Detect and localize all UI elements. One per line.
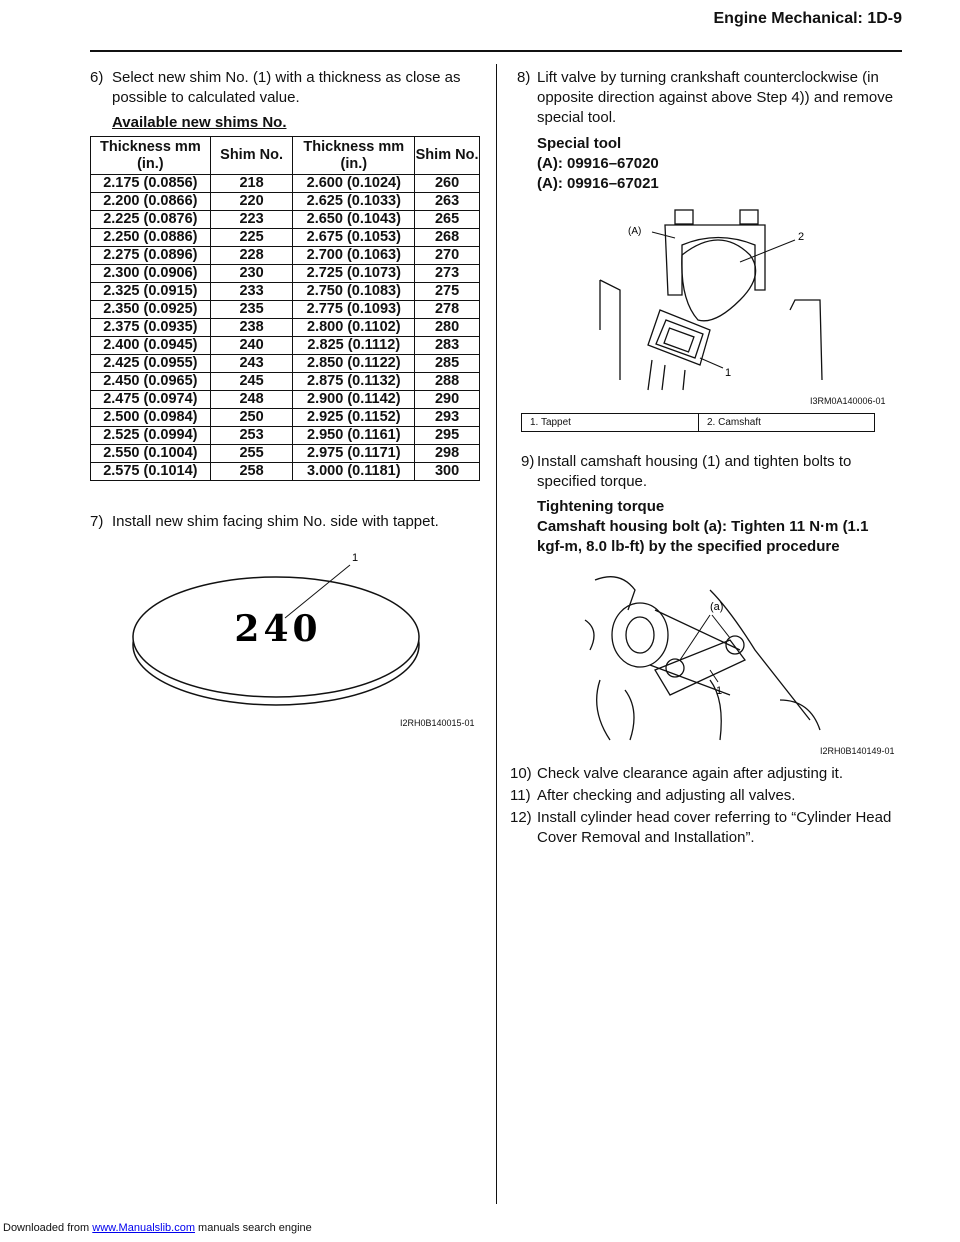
legend-item: 1. Tappet — [522, 414, 699, 432]
column-divider — [496, 64, 497, 1204]
table-header-row — [91, 137, 480, 175]
table-row — [91, 301, 480, 319]
table-row — [91, 427, 480, 445]
table-row — [91, 409, 480, 427]
callout-line-2 — [740, 240, 795, 262]
table-cell: 260 — [415, 175, 480, 193]
table-cell: 268 — [415, 229, 480, 247]
table-cell: 218 — [210, 175, 293, 193]
table-cell: 2.800 (0.1102) — [293, 319, 415, 337]
table-cell: 2.725 (0.1073) — [293, 265, 415, 283]
step-number: 12) — [510, 809, 532, 826]
step-number: 10) — [510, 765, 532, 782]
table-cell: 285 — [415, 355, 480, 373]
step-number: 6) — [90, 69, 104, 86]
callout-line-a-2 — [712, 615, 730, 638]
figure-code: I2RH0B140149-01 — [820, 746, 895, 756]
table-row — [91, 229, 480, 247]
table-cell: 220 — [210, 193, 293, 211]
special-tool-illustration — [590, 200, 840, 400]
shim-table — [90, 136, 480, 481]
table-cell: 275 — [415, 283, 480, 301]
table-cell: 278 — [415, 301, 480, 319]
step-9 — [521, 452, 896, 492]
table-cell: 2.400 (0.0945) — [91, 337, 211, 355]
table-cell: 230 — [210, 265, 293, 283]
table-cell: 263 — [415, 193, 480, 211]
col-header: Thickness mm (in.) — [91, 137, 211, 175]
table-cell: 273 — [415, 265, 480, 283]
table-cell: 300 — [415, 463, 480, 481]
table-row — [91, 445, 480, 463]
table-cell: 223 — [210, 211, 293, 229]
figure-legend — [521, 413, 875, 432]
table-cell: 2.600 (0.1024) — [293, 175, 415, 193]
step-number: 8) — [517, 69, 531, 86]
special-tool-block — [537, 134, 659, 194]
table-cell: 228 — [210, 247, 293, 265]
step-text: Lift valve by turning crankshaft counterclockwise (in opposite direction against above Step 4)) and remove special tool. — [537, 69, 894, 126]
table-cell: 2.550 (0.1004) — [91, 445, 211, 463]
table-cell: 293 — [415, 409, 480, 427]
step-text: Select new shim No. (1) with a thickness as close as possible to calculated value. — [112, 69, 461, 106]
legend-item: 2. Camshaft — [699, 414, 875, 432]
table-cell: 2.525 (0.0994) — [91, 427, 211, 445]
table-cell: 245 — [210, 373, 293, 391]
special-tool-line-1: (A): 09916–67020 — [537, 155, 659, 172]
step-text: Check valve clearance again after adjusting it. — [537, 765, 844, 782]
table-cell: 2.850 (0.1122) — [293, 355, 415, 373]
figure-code: I2RH0B140015-01 — [400, 718, 475, 728]
table-cell: 2.375 (0.0935) — [91, 319, 211, 337]
table-row — [91, 391, 480, 409]
table-cell: 2.225 (0.0876) — [91, 211, 211, 229]
table-cell: 288 — [415, 373, 480, 391]
callout-line-a — [652, 232, 675, 238]
torque-line-2: kgf-m, 8.0 lb-ft) by the specified procedure — [537, 538, 840, 555]
shim-illustration — [130, 545, 440, 720]
step-text: Install cylinder head cover referring to “Cylinder Head Cover Removal and Installation”. — [537, 809, 892, 846]
callout-1: 1 — [352, 552, 359, 564]
callout-a: (a) — [710, 601, 724, 613]
table-cell: 2.500 (0.0984) — [91, 409, 211, 427]
table-title: Available new shims No. — [112, 114, 287, 131]
table-cell: 2.825 (0.1112) — [293, 337, 415, 355]
table-cell: 283 — [415, 337, 480, 355]
step-10 — [510, 764, 900, 784]
step-12 — [510, 808, 895, 848]
header-rule — [90, 50, 902, 52]
table-cell: 243 — [210, 355, 293, 373]
torque-line-1: Camshaft housing bolt (a): Tighten 11 N·m (1.1 — [537, 518, 869, 535]
download-footer — [3, 1222, 312, 1234]
step-8 — [517, 68, 896, 128]
callout-1: 1 — [716, 685, 723, 697]
step-number: 11) — [510, 787, 531, 804]
table-cell: 295 — [415, 427, 480, 445]
callout-1: 1 — [725, 367, 732, 379]
table-cell: 2.575 (0.1014) — [91, 463, 211, 481]
table-row — [91, 265, 480, 283]
table-cell: 2.350 (0.0925) — [91, 301, 211, 319]
table-cell: 2.750 (0.1083) — [293, 283, 415, 301]
step-text: Install camshaft housing (1) and tighten bolts to specified torque. — [537, 453, 852, 490]
table-cell: 290 — [415, 391, 480, 409]
step-text: After checking and adjusting all valves. — [537, 787, 796, 804]
table-cell: 2.925 (0.1152) — [293, 409, 415, 427]
manualslib-link[interactable]: www.Manualslib.com — [92, 1222, 195, 1234]
table-cell: 2.450 (0.0965) — [91, 373, 211, 391]
table-row — [91, 355, 480, 373]
step-6 — [90, 68, 485, 108]
callout-2: 2 — [798, 231, 805, 243]
camshaft-housing-illustration — [580, 570, 840, 745]
callout-line-1 — [700, 358, 723, 368]
table-cell: 2.625 (0.1033) — [293, 193, 415, 211]
step-7 — [90, 512, 485, 532]
table-cell: 250 — [210, 409, 293, 427]
table-row — [91, 283, 480, 301]
table-cell: 2.775 (0.1093) — [293, 301, 415, 319]
table-cell: 3.000 (0.1181) — [293, 463, 415, 481]
table-cell: 2.175 (0.0856) — [91, 175, 211, 193]
table-cell: 280 — [415, 319, 480, 337]
table-cell: 2.950 (0.1161) — [293, 427, 415, 445]
footer-suffix: manuals search engine — [194, 1222, 312, 1234]
step-number: 7) — [90, 513, 104, 530]
col-header: Shim No. — [415, 137, 480, 175]
footer-prefix: Downloaded from — [3, 1222, 93, 1234]
table-cell: 248 — [210, 391, 293, 409]
table-cell: 2.975 (0.1171) — [293, 445, 415, 463]
table-cell: 233 — [210, 283, 293, 301]
table-row — [91, 337, 480, 355]
col-header: Shim No. — [210, 137, 293, 175]
table-cell: 2.250 (0.0886) — [91, 229, 211, 247]
table-row — [91, 175, 480, 193]
callout-A: (A) — [628, 226, 642, 237]
table-cell: 253 — [210, 427, 293, 445]
table-cell: 2.700 (0.1063) — [293, 247, 415, 265]
step-text: Install new shim facing shim No. side with tappet. — [112, 513, 439, 530]
table-cell: 2.475 (0.0974) — [91, 391, 211, 409]
figure-code: I3RM0A140006-01 — [810, 396, 886, 406]
table-cell: 2.325 (0.0915) — [91, 283, 211, 301]
table-cell: 270 — [415, 247, 480, 265]
table-cell: 2.425 (0.0955) — [91, 355, 211, 373]
table-row — [91, 193, 480, 211]
table-row — [91, 211, 480, 229]
step-11 — [510, 786, 900, 806]
torque-title: Tightening torque — [537, 498, 665, 515]
table-cell: 2.300 (0.0906) — [91, 265, 211, 283]
tightening-torque-block — [537, 497, 868, 557]
table-cell: 2.275 (0.0896) — [91, 247, 211, 265]
table-cell: 265 — [415, 211, 480, 229]
table-row — [91, 247, 480, 265]
table-cell: 2.675 (0.1053) — [293, 229, 415, 247]
table-cell: 258 — [210, 463, 293, 481]
table-cell: 240 — [210, 337, 293, 355]
col-header: Thickness mm (in.) — [293, 137, 415, 175]
table-cell: 238 — [210, 319, 293, 337]
table-cell: 225 — [210, 229, 293, 247]
table-cell: 298 — [415, 445, 480, 463]
table-cell: 2.875 (0.1132) — [293, 373, 415, 391]
special-tool-title: Special tool — [537, 135, 622, 152]
table-cell: 2.650 (0.1043) — [293, 211, 415, 229]
special-tool-line-2: (A): 09916–67021 — [537, 175, 659, 192]
table-row — [91, 463, 480, 481]
page-title: Engine Mechanical: 1D-9 — [713, 10, 902, 27]
table-body — [91, 175, 480, 481]
table-cell: 2.900 (0.1142) — [293, 391, 415, 409]
table-row — [91, 319, 480, 337]
shim-number-marking: 240 — [234, 608, 322, 650]
callout-line-a-1 — [680, 615, 710, 660]
step-number: 9) — [521, 453, 535, 470]
table-cell: 255 — [210, 445, 293, 463]
table-row — [91, 373, 480, 391]
page-header — [0, 0, 960, 60]
table-cell: 235 — [210, 301, 293, 319]
table-cell: 2.200 (0.0866) — [91, 193, 211, 211]
